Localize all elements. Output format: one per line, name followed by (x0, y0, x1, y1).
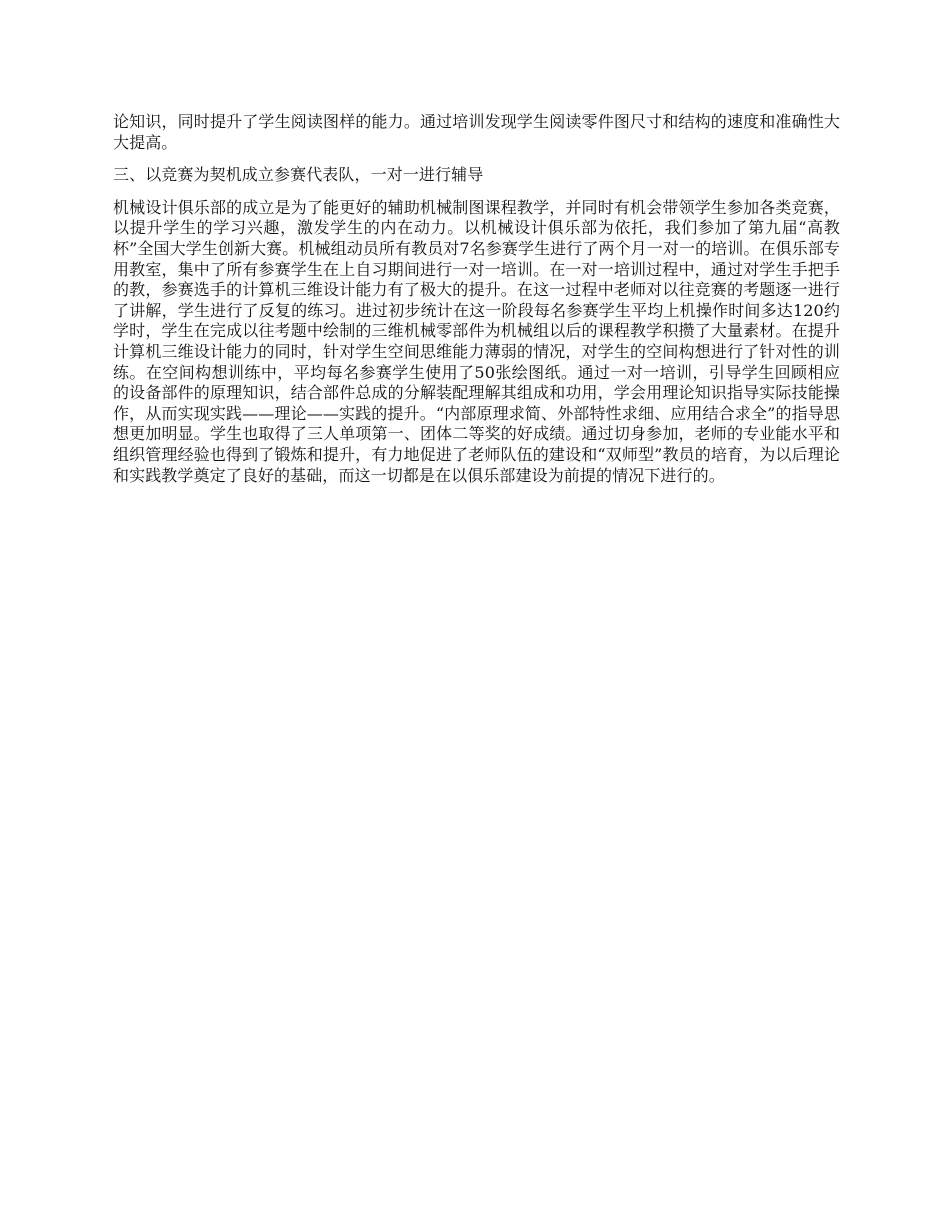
section-heading: 三、以竞赛为契机成立参赛代表队，一对一进行辅导 (113, 165, 484, 185)
paragraph-intro: 论知识，同时提升了学生阅读图样的能力。通过培训发现学生阅读零件图尺寸和结构的速度和准确性大大提高。 (113, 112, 840, 152)
document-page (113, 112, 840, 498)
paragraph-body: 机械设计俱乐部的成立是为了能更好的辅助机械制图课程教学，并同时有机会带领学生参加各类竞赛，以提升学生的学习兴趣，激发学生的内在动力。以机械设计俱乐部为依托，我们参加了第九届“高教杯”全国大学生创新大赛。机械组动员所有教员对7名参赛学生进行了两个月一对一的培训。在俱乐部专用教室，集中了所有参赛学生在上自习期间进行一对一培训。在一对一培训过程中，通过对学生手把手的教，参赛选手的计算机三维设计能力有了极大的提升。在这一过程中老师对以往竞赛的考题逐一进行了讲解，学生进行了反复的练习。进过初步统计在这一阶段每名参赛学生平均上机操作时间多达120约学时，学生在完成以往考题中绘制的三维机械零部件为机械组以后的课程教学积攒了大量素材。在提升计算机三维设计能力的同时，针对学生空间思维能力薄弱的情况，对学生的空间构想进行了针对性的训练。在空间构想训练中，平均每名参赛学生使用了50张绘图纸。通过一对一培训，引导学生回顾相应的设备部件的原理知识，结合部件总成的分解装配理解其组成和功用，学会用理论知识指导实际技能操作，从而实现实践——理论——实践的提升。“内部原理求简、外部特性求细、应用结合求全”的指导思想更加明显。学生也取得了三人单项第一、团体二等奖的好成绩。通过切身参加，老师的专业能水平和组织管理经验也得到了锻炼和提升，有力地促进了老师队伍的建设和“双师型”教员的培育，为以后理论和实践教学奠定了良好的基础，而这一切都是在以俱乐部建设为前提的情况下进行的。 (113, 197, 840, 485)
